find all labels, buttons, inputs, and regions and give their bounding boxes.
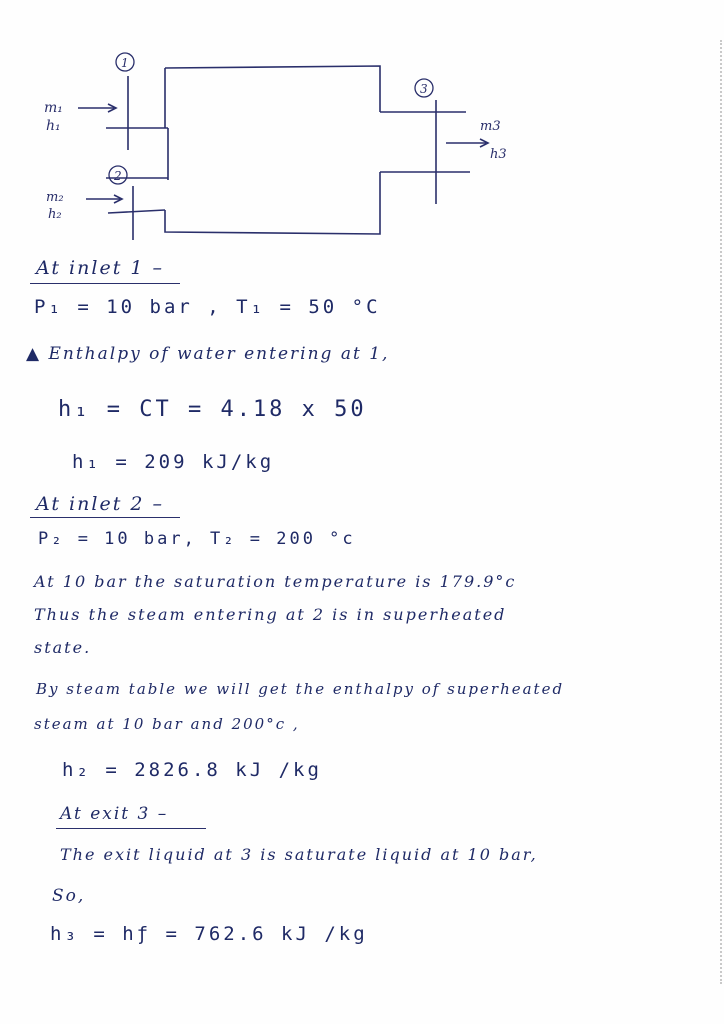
h2-label: h₂ bbox=[48, 207, 62, 222]
chamber-outline bbox=[165, 66, 380, 234]
so-line: So, bbox=[52, 886, 86, 906]
enthalpy-intro: ▲ Enthalpy of water entering at 1, bbox=[26, 344, 390, 364]
steam-table-line-1: By steam table we will get the enthalpy of superheated bbox=[36, 680, 565, 698]
state2-label: 2 bbox=[114, 169, 122, 183]
h2-value: h₂ = 2826.8 kJ /kg bbox=[62, 759, 322, 781]
state3-label: 3 bbox=[420, 82, 428, 96]
h1-formula: h₁ = CT = 4.18 x 50 bbox=[58, 397, 367, 422]
inlet2-underline bbox=[30, 517, 180, 518]
inlet1-conditions: P₁ = 10 bar , T₁ = 50 °C bbox=[34, 296, 381, 318]
steam-table-line-2: steam at 10 bar and 200°c , bbox=[34, 715, 300, 733]
inlet1-underline bbox=[30, 283, 180, 284]
thus-line: Thus the steam entering at 2 is in superheated bbox=[34, 605, 507, 624]
inlet2-pipe-top bbox=[108, 210, 165, 213]
m1-label: m₁ bbox=[44, 100, 63, 116]
inlet2-conditions: P₂ = 10 bar, T₂ = 200 °c bbox=[38, 529, 356, 549]
inlet1-heading: At inlet 1 – bbox=[36, 257, 164, 279]
page-edge-dots bbox=[718, 40, 722, 984]
saturation-line: At 10 bar the saturation temperature is 179.9°c bbox=[34, 572, 517, 591]
h1-value: h₁ = 209 kJ/kg bbox=[72, 451, 275, 473]
h3-value: h₃ = hƒ = 762.6 kJ /kg bbox=[50, 923, 368, 945]
exit-heading: At exit 3 – bbox=[60, 804, 169, 824]
chamber-inlet-wall bbox=[165, 68, 168, 180]
state1-label: 1 bbox=[121, 56, 129, 70]
inlet2-heading: At inlet 2 – bbox=[36, 493, 164, 515]
m3-label: m3 bbox=[480, 119, 501, 134]
mixing-chamber-diagram bbox=[0, 0, 724, 260]
h1-label: h₁ bbox=[46, 118, 61, 134]
exit-line: The exit liquid at 3 is saturate liquid at 10 bar, bbox=[60, 845, 538, 864]
m2-label: m₂ bbox=[46, 190, 64, 205]
h3-label: h3 bbox=[490, 147, 507, 162]
exit-underline bbox=[56, 828, 206, 829]
state-line: state. bbox=[34, 638, 92, 657]
